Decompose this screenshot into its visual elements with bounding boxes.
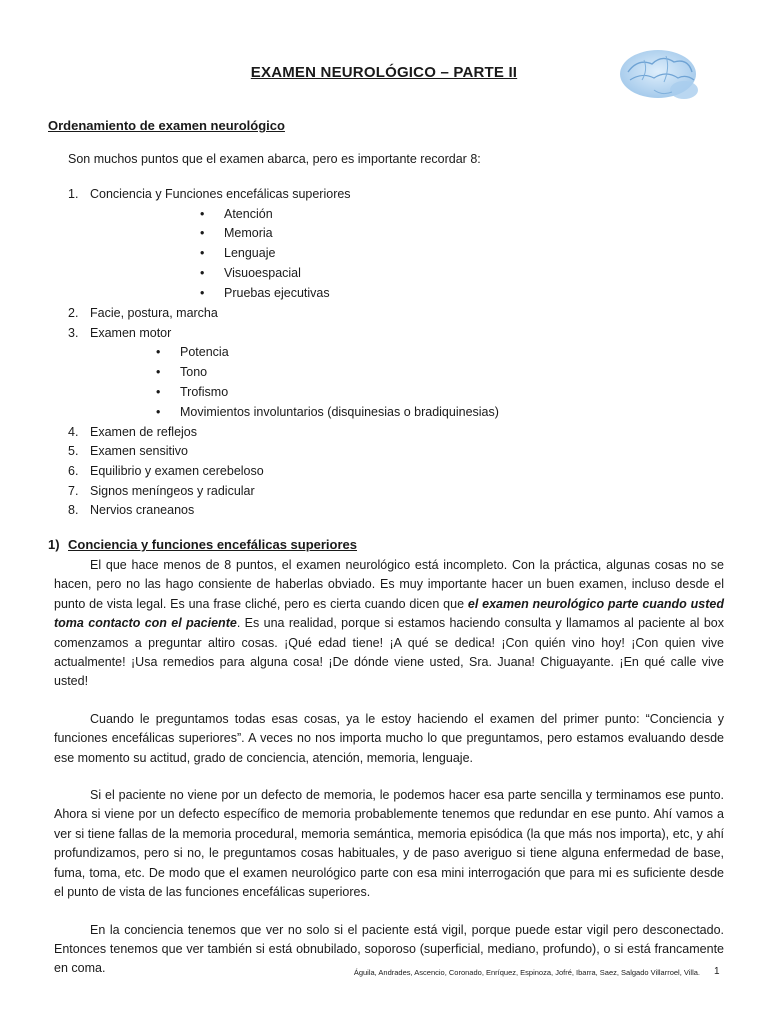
bullet-item: • Movimientos involuntarios (disquinesias o bradiquinesias) [68, 403, 499, 423]
list-label: Examen de reflejos [90, 424, 198, 439]
bullet-mark: • [200, 206, 205, 221]
list-label: Examen sensitivo [90, 444, 188, 459]
bullet-mark: • [200, 226, 205, 241]
list-number: 1. [68, 187, 79, 201]
bullet-mark: • [200, 246, 205, 261]
list-label: Nervios craneanos [90, 503, 195, 518]
paragraph-4: En la conciencia tenemos que ver no solo si el paciente está vigil, porque puede estar vigil pero desconectado. Entonces tenemos que ver también si está obnubilado, soporoso (superficial, mediano, profundo), o si está francamente en coma. [54, 922, 724, 976]
list-item [68, 423, 499, 443]
list-number: 4. [68, 424, 79, 439]
bullet-mark: • [156, 365, 161, 380]
list-number: 5. [68, 444, 79, 459]
bullet-item: • Trofismo [68, 383, 499, 403]
section1-title: Conciencia y funciones encefálicas superiores [68, 537, 358, 552]
bullet-item: • Atención [68, 205, 499, 225]
document-title: EXAMEN NEUROLÓGICO – PARTE II [250, 64, 518, 81]
bullet-mark: • [200, 266, 205, 281]
paragraph-2: Cuando le preguntamos todas esas cosas, ya le estoy haciendo el examen del primer punto: “Conciencia y funciones encefálicas superiores”. A veces no nos importa mucho lo que preguntamos, pero estamos evaluando desde ese momento su actitud, grado de conciencia, atención, memoria, lenguaje. [54, 711, 724, 765]
bullet-item: • Visuoespacial [68, 264, 499, 284]
exam-list [68, 185, 499, 521]
section1-number: 1) [48, 537, 60, 552]
paragraph-3: Si el paciente no viene por un defecto de memoria, le podemos hacer esa parte sencilla y terminamos ese punto. Ahora si viene por un defecto específico de memoria probablemente tenemos que redundar en ese punto. Ahí vamos a ver si tiene fallas de la memoria procedural, memoria semántica, memoria episódica (la que más nos importa), etc, y ahí profundizamos, pero si no, le preguntamos cosas habituales, y de paso averiguo si tiene alguna enfermedad de base, fuma, toma, etc. De modo que el examen neurológico parte con esa mini interrogación que para mi es suficiente desde el punto de vista de las funciones encefálicas superiores. [54, 788, 724, 900]
list-number: 6. [68, 463, 79, 478]
section-heading: Ordenamiento de examen neurológico [48, 118, 285, 133]
list-item [68, 442, 499, 462]
bullet-mark: • [200, 286, 205, 301]
list-item [68, 462, 499, 482]
list-label: Examen motor [90, 325, 172, 340]
section1-body [54, 556, 724, 997]
list-item [68, 501, 499, 521]
emphasis-text: el examen neurológico parte cuando usted toma contacto con el paciente [54, 596, 724, 631]
brain-icon [614, 46, 706, 106]
list-item [68, 324, 499, 344]
paragraph-1: El que hace menos de 8 puntos, el examen neurológico está incompleto. Con la práctica, algunas cosas no se hacen, pero no las hago consiente de haberlas obviado. Es muy importante hacer un buen examen, incluso desde el punto de vista legal. Es una frase cliché, pero es cierta cuando dicen que el examen neurológico parte cuando usted toma contacto con el paciente. Es una realidad, porque si estamos haciendo consulta y llamamos al paciente al box comenzamos a preguntar altiro cosas. ¡Qué edad tiene! ¡A qué se dedica! ¡Con quién vino hoy! ¡Con quien vive actualmente! ¡Usa remedios para alguna cosa! ¡De dónde viene usted, Sra. Juana! Chiguayante. ¡En qué calle vive usted! [54, 558, 724, 689]
bullet-mark: • [156, 345, 161, 360]
list-label: Facie, postura, marcha [90, 306, 218, 321]
bullet-mark: • [156, 385, 161, 400]
bullet-item: • Pruebas ejecutivas [68, 284, 499, 304]
section1-heading [48, 537, 357, 552]
list-number: 3. [68, 325, 79, 340]
bullet-item: • Tono [68, 363, 499, 383]
list-number: 2. [68, 306, 79, 321]
intro-text: Son muchos puntos que el examen abarca, pero es importante recordar 8: [68, 152, 481, 166]
list-number: 8. [68, 503, 79, 518]
page-number: 1 [714, 966, 720, 977]
list-label: Equilibrio y examen cerebeloso [90, 463, 264, 478]
list-item [68, 185, 499, 205]
list-label: Signos meníngeos y radicular [90, 483, 255, 498]
footer-authors: Águila, Andrades, Ascencio, Coronado, Enríquez, Espinoza, Jofré, Ibarra, Saez, Salgado Villarroel, Villa. [353, 968, 700, 977]
list-label: Conciencia y Funciones encefálicas superiores [90, 187, 351, 201]
list-item [68, 482, 499, 502]
bullet-item: • Lenguaje [68, 244, 499, 264]
bullet-item: • Potencia [68, 343, 499, 363]
bullet-item: • Memoria [68, 224, 499, 244]
list-number: 7. [68, 483, 79, 498]
bullet-mark: • [156, 404, 161, 419]
list-item [68, 304, 499, 324]
